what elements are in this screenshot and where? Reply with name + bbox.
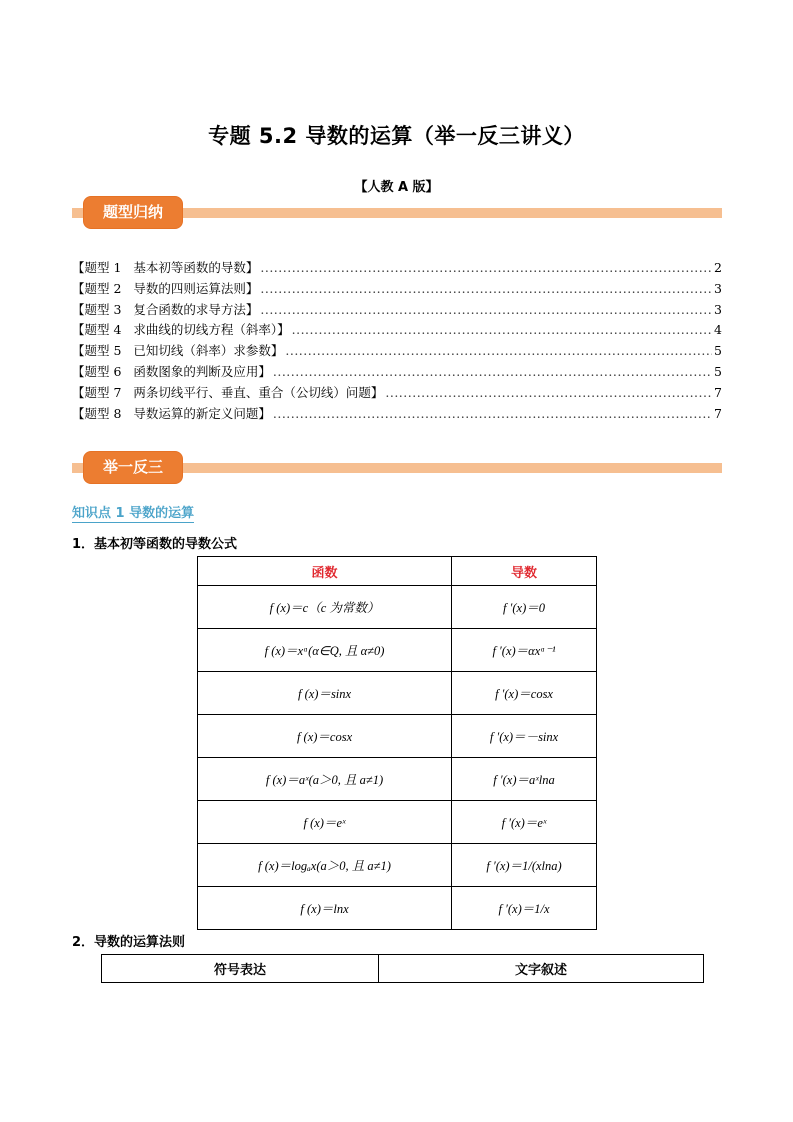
- toc-tag: 【题型 7: [72, 384, 122, 400]
- toc-tag: 【题型 5: [72, 343, 122, 359]
- section-label-question-types: 题型归纳: [84, 197, 182, 228]
- toc-item[interactable]: [72, 320, 722, 341]
- table-row: [198, 629, 597, 672]
- toc-item[interactable]: [72, 279, 722, 300]
- toc-tag: 【题型 1: [72, 260, 122, 275]
- derivative-cell: f ′(x)＝αxᵅ⁻¹: [452, 629, 597, 672]
- toc-tag: 【题型 4: [72, 322, 122, 338]
- derivative-cell: f ′(x)＝eˣ: [452, 801, 597, 844]
- table-header-row: [102, 955, 704, 983]
- page-title: 专题 5.2 导数的运算（举一反三讲义）: [208, 124, 585, 148]
- toc-page: 3: [714, 301, 722, 317]
- toc-page: 2: [714, 260, 722, 275]
- function-cell: f (x)＝c（c 为常数）: [198, 586, 452, 629]
- derivative-rules-table: [101, 954, 704, 983]
- table-row: [198, 887, 597, 930]
- toc-page: 7: [714, 384, 722, 400]
- col-header-symbol: 符号表达: [102, 955, 379, 983]
- derivative-formula-table: [197, 556, 597, 930]
- toc-text: 导数的四则运算法则】: [133, 280, 259, 296]
- table-row: [198, 758, 597, 801]
- toc-tag: 【题型 3: [72, 301, 122, 317]
- section-label-examples: 举一反三: [84, 452, 182, 483]
- toc-tag: 【题型 2: [72, 280, 122, 296]
- toc-item[interactable]: [72, 404, 722, 425]
- toc-item[interactable]: [72, 258, 722, 279]
- table-row: [198, 844, 597, 887]
- toc-text: 函数图象的判断及应用】: [133, 363, 271, 379]
- toc-item[interactable]: [72, 362, 722, 383]
- toc-page: 7: [714, 405, 722, 421]
- table-row: [198, 715, 597, 758]
- toc-leader: [273, 404, 712, 425]
- toc-leader: [385, 383, 712, 404]
- function-cell: f (x)＝cosx: [198, 715, 452, 758]
- toc-text: 求曲线的切线方程（斜率）】: [133, 322, 290, 338]
- toc-text: 两条切线平行、垂直、重合（公切线）问题】: [133, 384, 384, 400]
- toc-tag: 【题型 6: [72, 363, 122, 379]
- toc-text: 已知切线（斜率）求参数】: [133, 343, 284, 359]
- toc-tag: 【题型 8: [72, 405, 122, 421]
- table-row: [198, 801, 597, 844]
- formula-heading: 1．基本初等函数的导数公式: [72, 537, 238, 552]
- knowledge-point-heading: 知识点 1 导数的运算: [72, 502, 194, 523]
- toc-leader: [292, 320, 712, 341]
- col-header-function: 函数: [198, 557, 452, 586]
- function-cell: f (x)＝aˣ(a＞0, 且 a≠1): [198, 758, 452, 801]
- toc-text: 复合函数的求导方法】: [133, 301, 259, 317]
- derivative-cell: f ′(x)＝0: [452, 586, 597, 629]
- table-row: [198, 586, 597, 629]
- function-cell: f (x)＝logₐx(a＞0, 且 a≠1): [198, 844, 452, 887]
- edition-label: 【人教 A 版】: [354, 180, 439, 195]
- function-cell: f (x)＝sinx: [198, 672, 452, 715]
- col-header-text: 文字叙述: [378, 955, 703, 983]
- derivative-cell: f ′(x)＝1/x: [452, 887, 597, 930]
- toc-item[interactable]: [72, 300, 722, 321]
- derivative-cell: f ′(x)＝cosx: [452, 672, 597, 715]
- toc-page: 5: [714, 363, 722, 379]
- toc-leader: [260, 258, 712, 279]
- toc-leader: [260, 300, 712, 321]
- toc-leader: [273, 362, 712, 383]
- toc-page: 4: [714, 322, 722, 338]
- derivative-cell: f ′(x)＝1/(xlna): [452, 844, 597, 887]
- toc-item[interactable]: [72, 341, 722, 362]
- function-cell: f (x)＝xᵅ(α∈Q, 且 α≠0): [198, 629, 452, 672]
- derivative-cell: f ′(x)＝－sinx: [452, 715, 597, 758]
- derivative-cell: f ′(x)＝aˣlna: [452, 758, 597, 801]
- col-header-derivative: 导数: [452, 557, 597, 586]
- table-header-row: [198, 557, 597, 586]
- function-cell: f (x)＝lnx: [198, 887, 452, 930]
- toc-leader: [285, 341, 712, 362]
- table-of-contents: [72, 258, 722, 424]
- rules-heading: 2．导数的运算法则: [72, 935, 186, 950]
- toc-page: 3: [714, 280, 722, 296]
- toc-page: 5: [714, 343, 722, 359]
- toc-leader: [260, 279, 712, 300]
- toc-item[interactable]: [72, 383, 722, 404]
- table-row: [198, 672, 597, 715]
- function-cell: f (x)＝eˣ: [198, 801, 452, 844]
- toc-text: 导数运算的新定义问题】: [133, 405, 271, 421]
- toc-text: 基本初等函数的导数】: [133, 260, 259, 275]
